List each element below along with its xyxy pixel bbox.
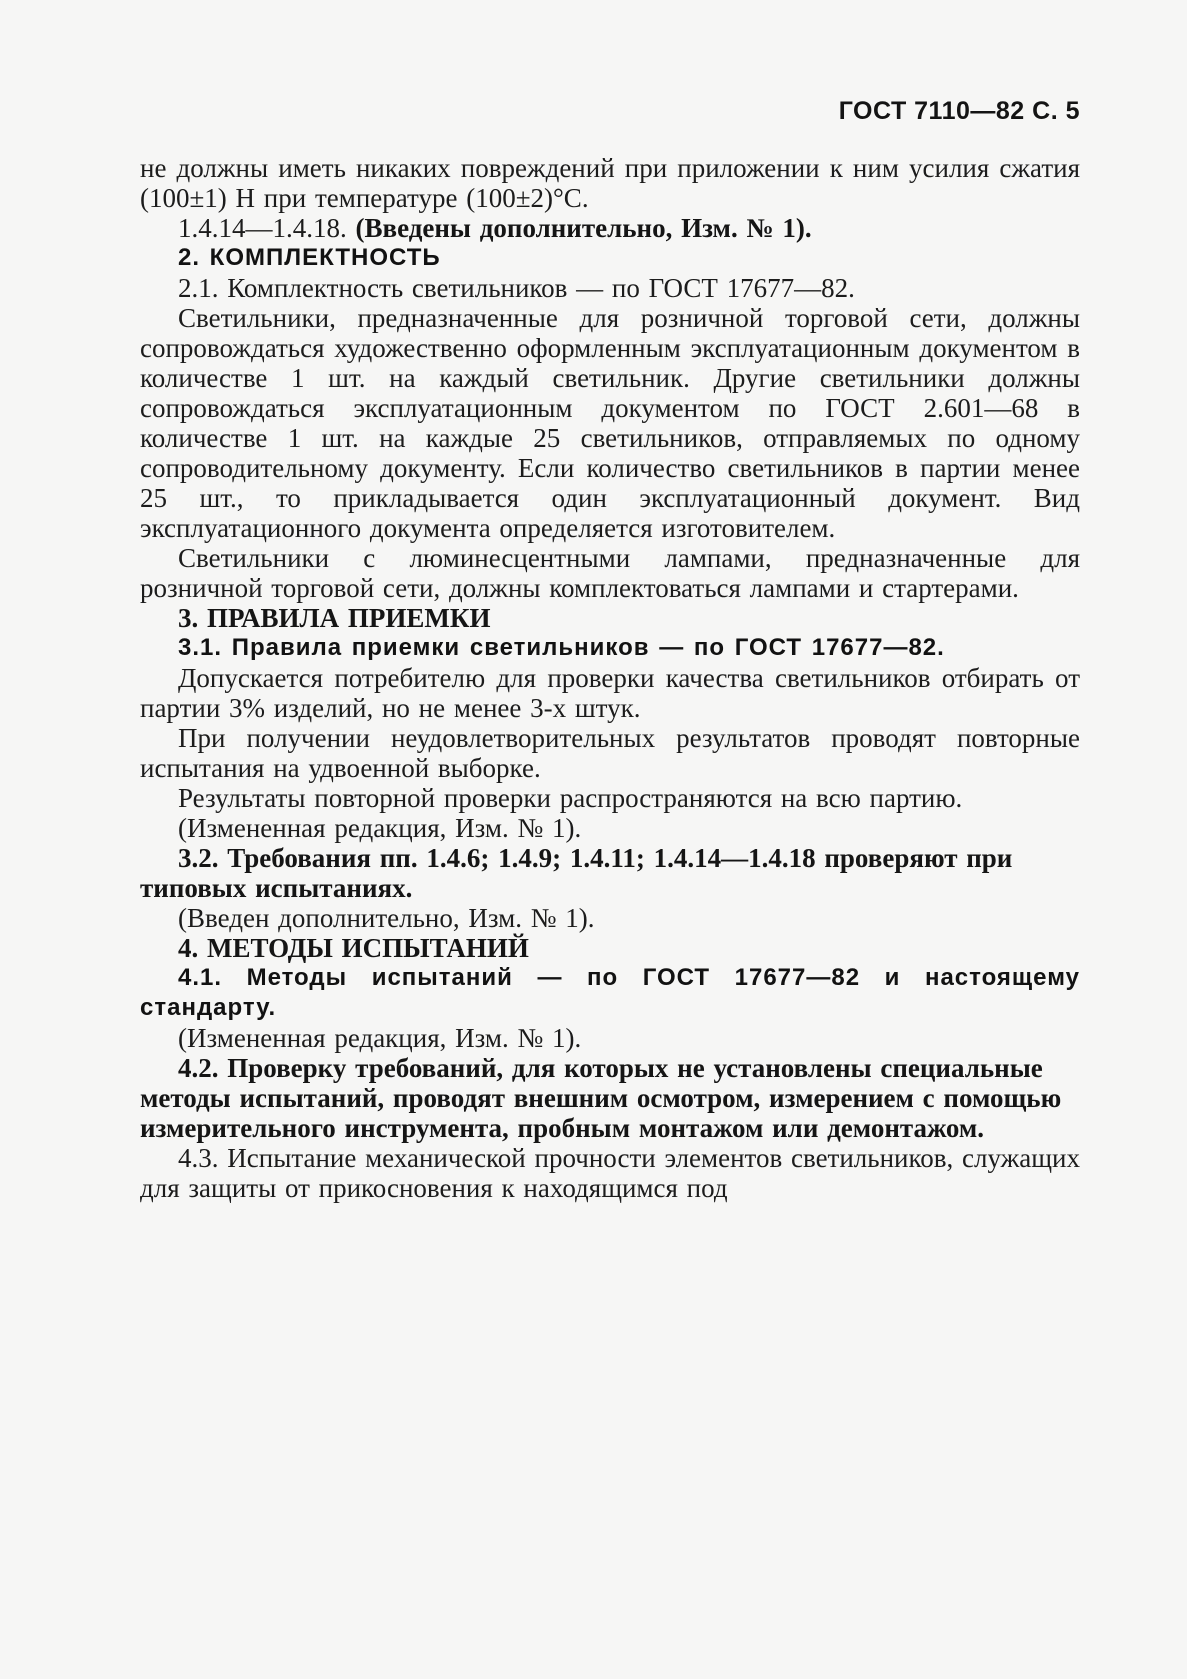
section-heading-completeness: 2. КОМПЛЕКТНОСТЬ: [178, 244, 441, 271]
running-header: ГОСТ 7110—82 С. 5: [838, 97, 1080, 125]
section-heading-test-methods: 4.1. Методы испытаний — по ГОСТ 17677—82 и настоящему стандарту.: [140, 964, 1080, 1021]
addition-note-section-3: 4. МЕТОДЫ ИСПЫТАНИЙ: [178, 933, 529, 963]
document-body: [140, 153, 1080, 1203]
amendment-note-section-3: 3.2. Требования пп. 1.4.6; 1.4.9; 1.4.11; 1.4.14—1.4.18 проверяют при типовых испытаниях.: [140, 843, 1013, 903]
clause-3-1-para-retest: Результаты повторной проверки распространяются на всю партию.: [178, 783, 963, 813]
amendment-note-section-2: 3. ПРАВИЛА ПРИЕМКИ: [178, 603, 491, 633]
section-heading-acceptance: 3.1. Правила приемки светильников — по ГОСТ 17677—82.: [178, 634, 945, 661]
clause-1-4-14-note: [140, 213, 1080, 243]
clause-2-1: 2.1. Комплектность светильников — по ГОСТ 17677—82.: [178, 273, 855, 303]
clause-3-1: Допускается потребителю для проверки качества светильников отбирать от партии 3% изделий, но не менее 3-х штук.: [140, 663, 1080, 723]
clause-4-1: (Измененная редакция, Изм. № 1).: [178, 1023, 582, 1053]
clause-2-1-para-retail: Светильники, предназначенные для розничной торговой сети, должны сопровождаться художественно оформленным эксплуатационным документом в количестве 1 шт. на каждый светильник. Другие светильники должны сопровождаться эксплуатационным документом по ГОСТ 2.601—68 в количестве 1 шт. на каждые 25 светильников, отправляемых по одному сопроводительному документу. Если количество светильников в партии менее 25 шт., то прикладывается один эксплуатационный документ. Вид эксплуатационного документа определяется изготовителем.: [140, 303, 1080, 543]
clause-3-2: (Введен дополнительно, Изм. № 1).: [178, 903, 595, 933]
amendment-note-section-4: 4.2. Проверку требований, для которых не установлены специальные методы испытаний, проводят внешним осмотром, измерением с помощью измерительного инструмента, пробным монтажом или демонтажом.: [140, 1053, 1062, 1143]
clause-2-1-para-fluorescent: Светильники с люминесцентными лампами, предназначенные для розничной торговой сети, должны комплектоваться лампами и стартерами.: [140, 543, 1080, 603]
clause-3-1-para-sampling: При получении неудовлетворительных результатов проводят повторные испытания на удвоенной выборке.: [140, 723, 1080, 783]
paragraph-intro-continuation: не должны иметь никаких повреждений при приложении к ним усилия сжатия (100±1) Н при температуре (100±2)°С.: [140, 153, 1080, 213]
clause-4-2: 4.3. Испытание механической прочности элементов светильников, служащих для защиты от прикосновения к находящимся под: [140, 1143, 1080, 1203]
amendment-emphasis: (Введены дополнительно, Изм. № 1).: [355, 213, 812, 243]
clause-3-1-para-results: (Измененная редакция, Изм. № 1).: [178, 813, 582, 843]
clause-range-text: 1.4.14—1.4.18.: [178, 213, 356, 243]
